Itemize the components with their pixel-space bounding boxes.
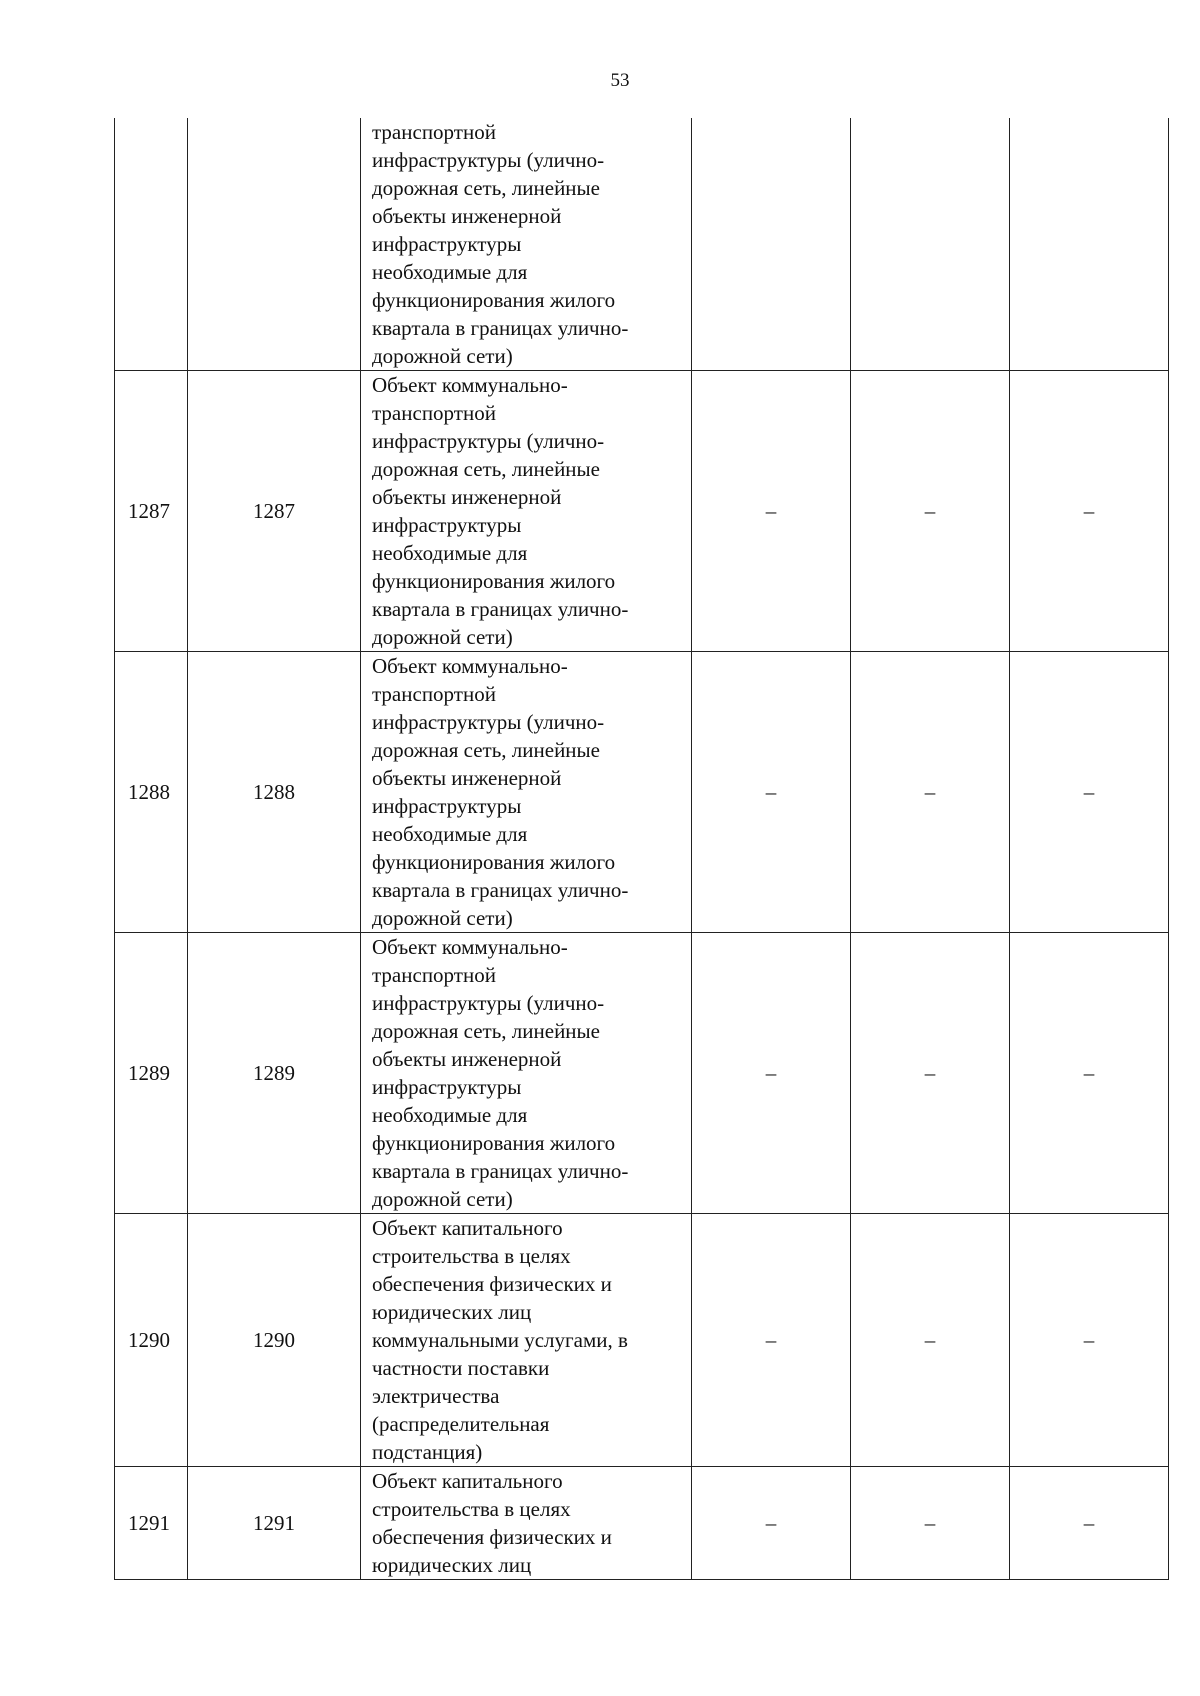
value-cell-4: –	[692, 1214, 851, 1467]
value-cell-5: –	[851, 1214, 1010, 1467]
description-line: объекты инженерной	[372, 1047, 562, 1071]
value-cell-4: –	[692, 371, 851, 652]
row-number-2-cell: 1288	[188, 652, 361, 933]
description-line: необходимые для	[372, 1103, 528, 1127]
description-line: дорожной сети)	[372, 344, 513, 368]
description-line: объекты инженерной	[372, 485, 562, 509]
value-cell-5	[851, 118, 1010, 371]
description-line: инфраструктуры	[372, 513, 522, 537]
value-cell-4: –	[692, 933, 851, 1214]
description-line: обеспечения физических и	[372, 1525, 612, 1549]
description-line: дорожной сети)	[372, 906, 513, 930]
description-line: частности поставки	[372, 1356, 550, 1380]
description-line: объекты инженерной	[372, 204, 562, 228]
description-line: Объект коммунально-	[372, 935, 568, 959]
description-line: дорожной сети)	[372, 1187, 513, 1211]
page-number: 53	[610, 70, 630, 91]
row-number-2-cell: 1291	[188, 1467, 361, 1580]
description-cell	[361, 933, 692, 1214]
table-body	[115, 118, 1169, 1580]
value-cell-6: –	[1010, 933, 1169, 1214]
description-line: коммунальными услугами, в	[372, 1328, 628, 1352]
value-cell-6: –	[1010, 371, 1169, 652]
description-line: инфраструктуры (улично-	[372, 429, 605, 453]
value-cell-5: –	[851, 1467, 1010, 1580]
description-line: дорожной сети)	[372, 625, 513, 649]
data-table	[114, 118, 1169, 1580]
description-line: Объект капитального	[372, 1469, 563, 1493]
table-row	[115, 933, 1169, 1214]
description-line: юридических лиц	[372, 1553, 532, 1577]
description-line: инфраструктуры (улично-	[372, 710, 605, 734]
row-number-2-cell: 1289	[188, 933, 361, 1214]
description-line: обеспечения физических и	[372, 1272, 612, 1296]
table-row	[115, 1214, 1169, 1467]
description-line: объекты инженерной	[372, 766, 562, 790]
description-line: функционирования жилого	[372, 288, 616, 312]
description-line: Объект коммунально-	[372, 654, 568, 678]
description-line: необходимые для	[372, 822, 528, 846]
row-number-cell: 1290	[115, 1214, 188, 1467]
value-cell-6: –	[1010, 652, 1169, 933]
description-cell	[361, 118, 692, 371]
description-line: инфраструктуры (улично-	[372, 991, 605, 1015]
description-line: необходимые для	[372, 260, 528, 284]
description-line: транспортной	[372, 120, 496, 144]
description-line: электричества	[372, 1384, 500, 1408]
value-cell-6: –	[1010, 1214, 1169, 1467]
value-cell-4	[692, 118, 851, 371]
row-number-cell: 1287	[115, 371, 188, 652]
description-line: функционирования жилого	[372, 850, 616, 874]
row-number-2-cell: 1290	[188, 1214, 361, 1467]
row-number-cell: 1291	[115, 1467, 188, 1580]
row-number-2-cell	[188, 118, 361, 371]
value-cell-5: –	[851, 371, 1010, 652]
description-cell	[361, 1467, 692, 1580]
value-cell-4: –	[692, 652, 851, 933]
table-row	[115, 1467, 1169, 1580]
description-line: квартала в границах улично-	[372, 597, 629, 621]
description-line: инфраструктуры	[372, 1075, 522, 1099]
description-line: подстанция)	[372, 1440, 483, 1464]
value-cell-5: –	[851, 933, 1010, 1214]
description-line: квартала в границах улично-	[372, 878, 629, 902]
description-line: юридических лиц	[372, 1300, 532, 1324]
description-line: необходимые для	[372, 541, 528, 565]
description-cell	[361, 1214, 692, 1467]
description-line: транспортной	[372, 682, 496, 706]
table-row	[115, 652, 1169, 933]
description-line: (распределительная	[372, 1412, 550, 1436]
value-cell-4: –	[692, 1467, 851, 1580]
description-line: Объект коммунально-	[372, 373, 568, 397]
row-number-cell	[115, 118, 188, 371]
description-line: квартала в границах улично-	[372, 1159, 629, 1183]
description-line: инфраструктуры	[372, 232, 522, 256]
description-line: функционирования жилого	[372, 1131, 616, 1155]
description-line: инфраструктуры	[372, 794, 522, 818]
description-line: транспортной	[372, 401, 496, 425]
value-cell-6	[1010, 118, 1169, 371]
description-line: дорожная сеть, линейные	[372, 176, 600, 200]
value-cell-5: –	[851, 652, 1010, 933]
value-cell-6: –	[1010, 1467, 1169, 1580]
description-line: дорожная сеть, линейные	[372, 1019, 600, 1043]
description-line: квартала в границах улично-	[372, 316, 629, 340]
row-number-cell: 1289	[115, 933, 188, 1214]
row-number-cell: 1288	[115, 652, 188, 933]
description-cell	[361, 371, 692, 652]
description-line: Объект капитального	[372, 1216, 563, 1240]
description-line: дорожная сеть, линейные	[372, 738, 600, 762]
table-row	[115, 371, 1169, 652]
table-row	[115, 118, 1169, 371]
description-line: строительства в целях	[372, 1497, 571, 1521]
description-cell	[361, 652, 692, 933]
row-number-2-cell: 1287	[188, 371, 361, 652]
description-line: функционирования жилого	[372, 569, 616, 593]
description-line: транспортной	[372, 963, 496, 987]
description-line: строительства в целях	[372, 1244, 571, 1268]
description-line: инфраструктуры (улично-	[372, 148, 605, 172]
description-line: дорожная сеть, линейные	[372, 457, 600, 481]
